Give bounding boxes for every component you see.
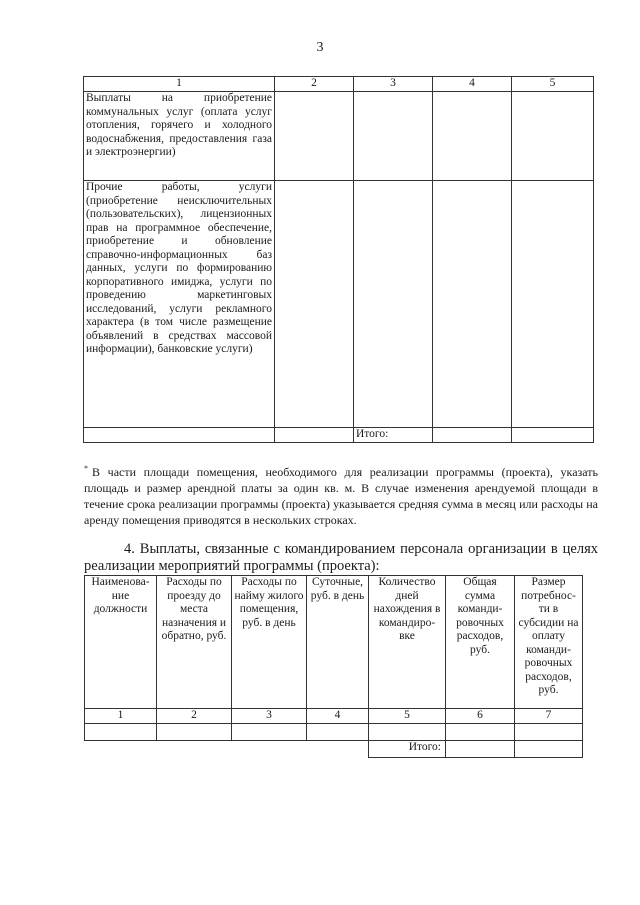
table-row (84, 181, 594, 428)
column-number: 3 (354, 77, 433, 92)
table-cell (85, 723, 157, 740)
total-row (84, 428, 594, 443)
column-number: 1 (84, 77, 275, 92)
column-number: 5 (369, 709, 446, 724)
column-number: 6 (446, 709, 515, 724)
section-title: 4. Выплаты, связанные с командированием персонала организации в целях реализации мероприятий программы (проекта): (84, 541, 598, 574)
footnote-text: В части площади помещения, необходимого для реализации программы (проекта), указать площадь и размер арендной платы за один кв. м. В случае изменения арендуемой площади в течение срока реализации программы (проекта) указывается средняя сумма в месяц или расходы на аренду помещения приводятся в нескольких строках. (84, 465, 598, 527)
column-number: 3 (232, 709, 307, 724)
table-cell (433, 92, 512, 181)
table-cell (515, 723, 583, 740)
table-row (84, 92, 594, 181)
table-cell (157, 723, 232, 740)
header-subsidy-need: Размер потребнос-ти в субсидии на оплату команди-ровочных расходов, руб. (515, 576, 583, 709)
column-number: 7 (515, 709, 583, 724)
total-label: Итого: (369, 740, 446, 757)
column-number: 4 (433, 77, 512, 92)
table-cell (515, 740, 583, 757)
table-cell (275, 92, 354, 181)
row-label-utilities: Выплаты на приобретение коммунальных услуг (оплата услуг отопления, горячего и холодного водоснабжения, предоставления газа и электроэнергии) (84, 92, 275, 181)
table-cell (307, 723, 369, 740)
page-number: 3 (316, 40, 324, 55)
column-number: 5 (512, 77, 594, 92)
table-cell (232, 723, 307, 740)
table-cell (433, 181, 512, 428)
table-cell (84, 428, 275, 443)
table-cell (512, 181, 594, 428)
table-cell (232, 740, 307, 757)
header-accommodation: Расходы по найму жилого помещения, руб. в день (232, 576, 307, 709)
table-cell (433, 428, 512, 443)
expenses-table (83, 76, 594, 443)
column-numbers-row (85, 709, 583, 724)
table-cell (446, 740, 515, 757)
table-cell (512, 428, 594, 443)
table-cell (275, 181, 354, 428)
column-number: 2 (275, 77, 354, 92)
header-total-sum: Общая сумма команди-ровочных расходов, руб. (446, 576, 515, 709)
header-days: Количество дней нахождения в командиро-вке (369, 576, 446, 709)
table-cell (354, 181, 433, 428)
column-number: 4 (307, 709, 369, 724)
header-per-diem: Суточные, руб. в день (307, 576, 369, 709)
table-cell (85, 740, 157, 757)
header-position: Наименова-ние должности (85, 576, 157, 709)
table-cell (446, 723, 515, 740)
header-travel-cost: Расходы по проезду до места назначения и обратно, руб. (157, 576, 232, 709)
column-number: 2 (157, 709, 232, 724)
table-cell (354, 92, 433, 181)
footnote (84, 461, 598, 528)
column-number: 1 (85, 709, 157, 724)
total-label: Итого: (354, 428, 433, 443)
table-cell (157, 740, 232, 757)
footnote-mark: * (84, 464, 88, 473)
total-row (85, 740, 583, 757)
row-label-other-services: Прочие работы, услуги (приобретение неисключительных (пользовательских), лицензионных прав на программное обеспечение, приобретение и обновление справочно-информационных баз данных, услуги по формированию корпоративного имиджа, услуги по проведению маркетинговых исследований, услуги рекламного характера (в том числе размещение объявлений в средствах массовой информации), банковские услуги) (84, 181, 275, 428)
table-cell (275, 428, 354, 443)
travel-expenses-table (84, 575, 583, 758)
table-header-row (85, 576, 583, 709)
table-cell (307, 740, 369, 757)
table-header-row (84, 77, 594, 92)
table-row (85, 723, 583, 740)
table-cell (512, 92, 594, 181)
table-cell (369, 723, 446, 740)
